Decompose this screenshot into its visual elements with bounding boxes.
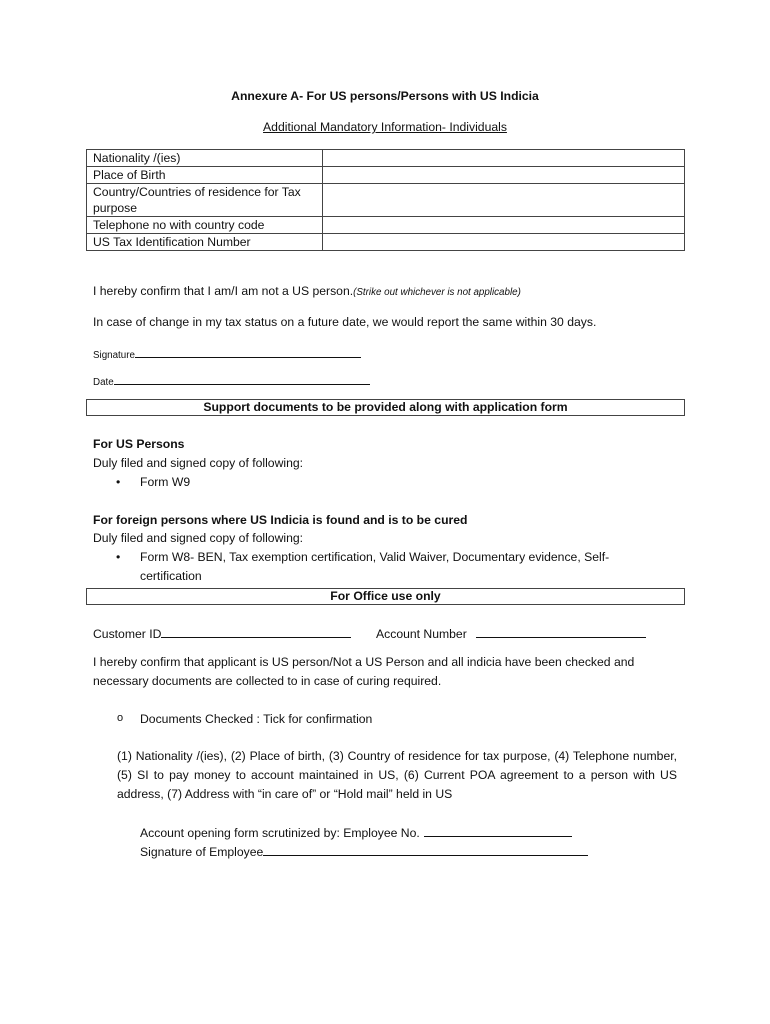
support-documents-header: Support documents to be provided along with application form xyxy=(86,399,685,416)
form-title: Annexure A- For US persons/Persons with US Indicia xyxy=(231,89,539,103)
us-person-statement: I hereby confirm that I am/I am not a US person. xyxy=(93,284,354,298)
scrutinized-by-line xyxy=(140,824,572,840)
signature-line xyxy=(93,345,361,361)
office-confirmation-statement: I hereby confirm that applicant is US person/Not a US Person and all indicia have been checked and necessary documents are collected to in case of curing required. xyxy=(93,655,635,688)
form-subtitle: Additional Mandatory Information- Individuals xyxy=(263,120,507,134)
employee-no-input-line[interactable] xyxy=(424,824,572,837)
office-use-header: For Office use only xyxy=(86,588,685,605)
account-number-line xyxy=(376,625,646,641)
place-of-birth-label: Place of Birth xyxy=(87,167,323,184)
customer-id-input-line[interactable] xyxy=(161,625,351,638)
customer-id-line xyxy=(93,625,351,641)
mandatory-info-table xyxy=(86,149,685,251)
table-row xyxy=(87,184,685,217)
checklist-statement: (1) Nationality /(ies), (2) Place of birth, (3) Country of residence for tax purpose, (4) Telephone number,(5) SI to pay money to account maintained in US, (6) Current POA agreement to a person with US address, (7) Address with “in care of” or “Hold mail” held in US xyxy=(117,749,677,801)
residence-label: Country/Countries of residence for Tax purpose xyxy=(87,184,323,217)
us-person-confirmation xyxy=(93,284,521,298)
table-row xyxy=(87,150,685,167)
tin-value-cell[interactable] xyxy=(323,234,685,251)
tax-status-change-statement: In case of change in my tax status on a future date, we would report the same within 30 days. xyxy=(93,315,597,329)
tin-label: US Tax Identification Number xyxy=(87,234,323,251)
employee-signature-input-line[interactable] xyxy=(263,843,588,856)
residence-value-cell[interactable] xyxy=(323,184,685,217)
signature-input-line[interactable] xyxy=(135,345,361,358)
list-item: • Form W8- BEN, Tax exemption certification, Valid Waiver, Documentary evidence, Self-certification xyxy=(140,548,660,586)
date-label: Date xyxy=(93,377,114,388)
customer-id-label: Customer ID xyxy=(93,627,162,641)
foreign-persons-heading: For foreign persons where US Indicia is found and is to be cured xyxy=(93,513,468,527)
account-number-label: Account Number xyxy=(376,627,467,641)
telephone-value-cell[interactable] xyxy=(323,217,685,234)
nationality-value-cell[interactable] xyxy=(323,150,685,167)
employee-signature-line xyxy=(140,843,588,859)
foreign-persons-intro: Duly filed and signed copy of following: xyxy=(93,531,304,545)
us-persons-intro: Duly filed and signed copy of following: xyxy=(93,456,304,470)
account-number-input-line[interactable] xyxy=(476,625,646,638)
table-row xyxy=(87,217,685,234)
us-persons-heading: For US Persons xyxy=(93,437,185,451)
signature-label: Signature xyxy=(93,350,135,361)
date-input-line[interactable] xyxy=(114,372,370,385)
table-row xyxy=(87,234,685,251)
list-item: • Form W9 xyxy=(140,475,190,489)
place-of-birth-value-cell[interactable] xyxy=(323,167,685,184)
nationality-label: Nationality /(ies) xyxy=(87,150,323,167)
strike-out-note: (Strike out whichever is not applicable) xyxy=(353,287,521,298)
date-line xyxy=(93,372,370,388)
scrutinized-label: Account opening form scrutinized by: Employee No. xyxy=(140,826,420,840)
telephone-label: Telephone no with country code xyxy=(87,217,323,234)
documents-checked-item: o Documents Checked : Tick for confirmation xyxy=(140,712,372,726)
table-row xyxy=(87,167,685,184)
employee-signature-label: Signature of Employee xyxy=(140,845,264,859)
